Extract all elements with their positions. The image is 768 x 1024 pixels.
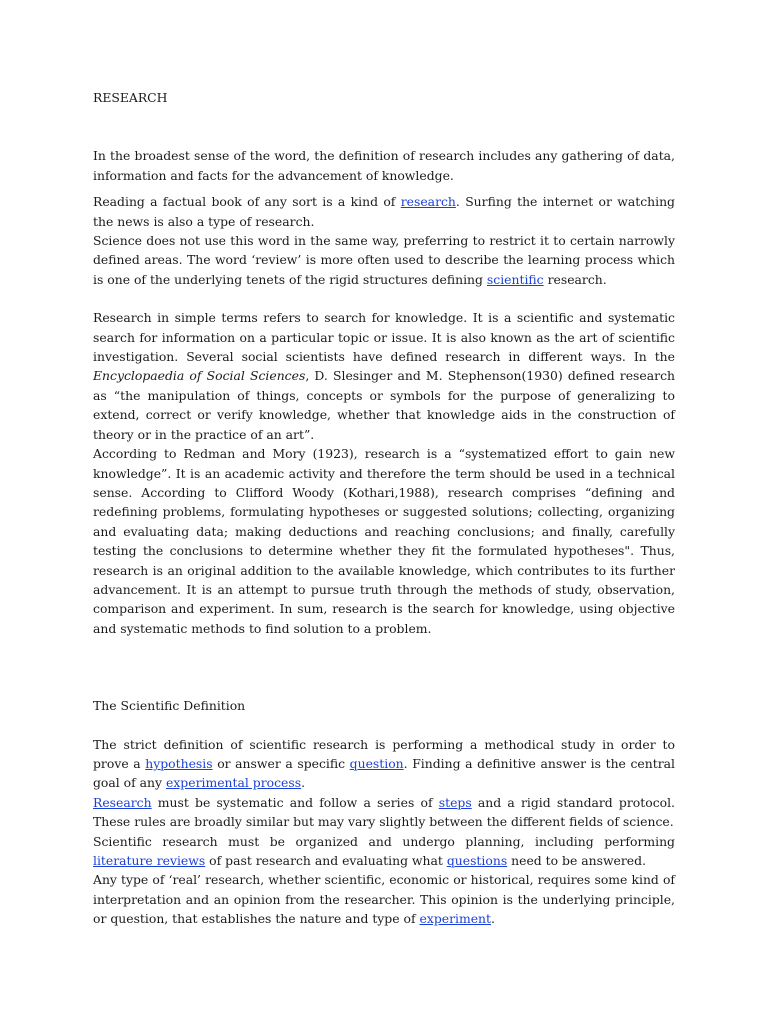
text-span: Research in simple terms refers to search for knowledge. It is a scientific and systematic search for information on a particular topic or issue. It is also known as the art of scientific investigation. Several social scientists have defined research in different ways. In the: [93, 310, 675, 365]
text-span: . Finding a definitive answer is the central goal of any: [93, 755, 675, 791]
link-hypothesis[interactable]: hypothesis: [145, 755, 213, 771]
paragraph-real-research: [93, 870, 675, 928]
link-experiment[interactable]: experiment: [419, 911, 492, 927]
text-span: and a rigid standard protocol. These rules are broadly similar but may vary slightly between the different fields of science.: [93, 794, 675, 830]
section-title: The Scientific Definition: [93, 698, 246, 714]
text-span: Reading a factual book of any sort is a kind of: [93, 194, 401, 210]
link-experimental-process[interactable]: experimental process: [165, 775, 302, 791]
document-page: [93, 88, 675, 929]
text-span: or answer a specific: [212, 755, 350, 771]
link-question[interactable]: question: [349, 755, 404, 771]
paragraph-strict-definition: [93, 735, 675, 793]
text-span: research.: [543, 271, 607, 287]
text-span: Science does not use this word in the same way, preferring to restrict it to certain narrowly defined areas. The word ‘review’ is more often used to describe the learning process which is one of the underlying tenets of the rigid structures defining: [93, 233, 675, 287]
text-span: , D. Slesinger and M. Stephenson(1930) defined research as “the manipulation of things, concepts or symbols for the purpose of generalizing to extend, correct or verify knowledge, whether that knowledge aids in the construction of theory or in the practice of an art”.: [93, 368, 675, 442]
text-span: need to be answered.: [507, 853, 647, 868]
paragraph-science: [93, 231, 675, 289]
document-title: RESEARCH: [93, 90, 168, 105]
link-research[interactable]: research: [400, 194, 456, 210]
text-span: Any type of ‘real’ research, whether scientific, economic or historical, requires some kind of interpretation and an opinion from the researcher. This opinion is the underlying principle, or question, that establishes the nature and type of: [93, 872, 675, 927]
paragraph-simple-terms: [93, 308, 675, 444]
text-span: .: [491, 911, 495, 927]
paragraph-systematic: [93, 793, 675, 832]
text-span: of past research and evaluating what: [205, 853, 447, 868]
text-span: must be systematic and follow a series of: [151, 794, 439, 810]
paragraph-planning: [93, 832, 675, 871]
text-span: .: [301, 775, 306, 791]
link-steps[interactable]: steps: [438, 794, 472, 810]
intro-paragraph: In the broadest sense of the word, the definition of research includes any gathering of data, information and facts for the advancement of knowledge.: [93, 148, 675, 183]
text-span: Scientific research must be organized and undergo planning, including performing: [93, 833, 675, 849]
paragraph-reading: [93, 192, 675, 231]
text-span: . Surfing the internet or watching the news is also a type of research.: [93, 194, 675, 229]
link-literature-reviews[interactable]: literature reviews: [93, 853, 206, 868]
encyclopaedia-title: Encyclopaedia of Social Sciences: [93, 368, 306, 384]
text-span: The strict definition of scientific research is performing a methodical study in order to prove a: [93, 736, 675, 771]
paragraph-redman-mory: According to Redman and Mory (1923), research is a “systematized effort to gain new knowledge”. It is an academic activity and therefore the term should be used in a technical sense. According to Clifford Woody (Kothari,1988), research comprises “defining and redefining problems, formulating hypotheses or suggested solutions; collecting, organizing and evaluating data; making deductions and reaching conclusions; and finally, carefully testing the conclusions to determine whether they fit the formulated hypotheses". Thus, research is an original addition to the available knowledge, which contributes to its further advancement. It is an attempt to pursue truth through the methods of study, observation, comparison and experiment. In sum, research is the search for knowledge, using objective and systematic methods to find solution to a problem.: [93, 446, 675, 636]
link-scientific[interactable]: scientific: [486, 271, 544, 287]
link-research-2[interactable]: Research: [93, 794, 152, 810]
link-questions[interactable]: questions: [446, 853, 508, 868]
